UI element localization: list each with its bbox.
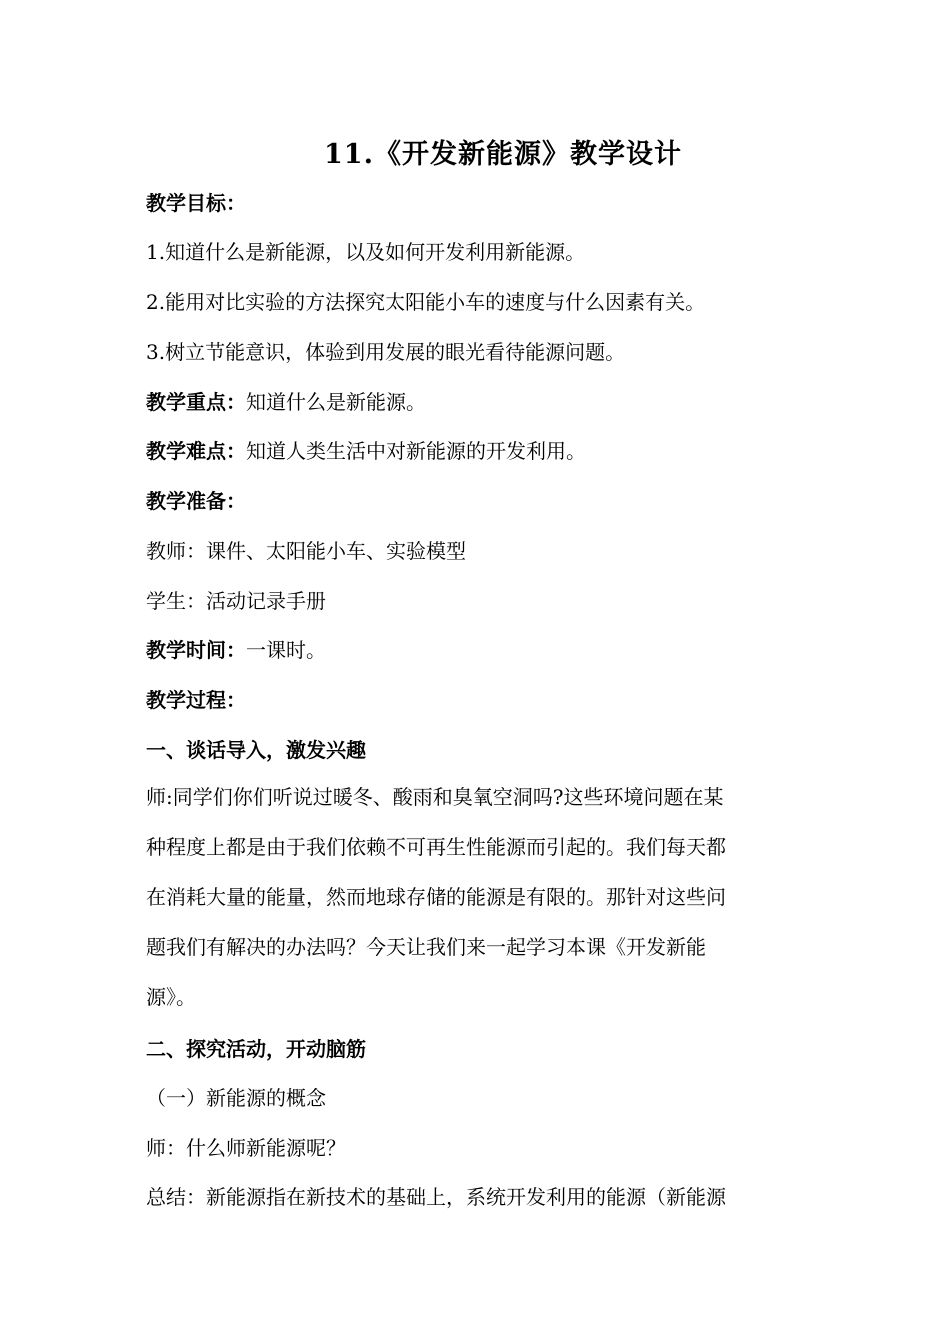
time-text: 一课时。 bbox=[246, 638, 326, 662]
objectives-heading: 教学目标： bbox=[146, 191, 246, 215]
objective-3: 3.树立节能意识，体验到用发展的眼光看待能源问题。 bbox=[146, 340, 626, 364]
prep-heading: 教学准备： bbox=[146, 489, 246, 513]
paragraph-line: 源》。 bbox=[146, 985, 196, 1009]
paragraph-line: 师:同学们你们听说过暖冬、酸雨和臭氧空洞吗?这些环境问题在某 bbox=[146, 785, 724, 809]
objective-1: 1.知道什么是新能源，以及如何开发利用新能源。 bbox=[146, 240, 586, 264]
student-prep: 学生：活动记录手册 bbox=[146, 589, 326, 613]
section2-heading: 二、探究活动，开动脑筋 bbox=[146, 1037, 366, 1061]
process-heading: 教学过程： bbox=[146, 688, 246, 712]
section1-paragraph bbox=[146, 772, 808, 1022]
teaching-time bbox=[146, 636, 816, 664]
teacher-prep: 教师：课件、太阳能小车、实验模型 bbox=[146, 539, 466, 563]
section1-heading: 一、谈话导入，激发兴趣 bbox=[146, 738, 366, 762]
paragraph-line: 在消耗大量的能量，然而地球存储的能源是有限的。那针对这些问 bbox=[146, 885, 726, 909]
key-point bbox=[146, 388, 816, 416]
teacher-question: 师：什么师新能源呢？ bbox=[146, 1136, 346, 1160]
page-title: 11.《开发新能源》教学设计 bbox=[324, 139, 682, 170]
time-label: 教学时间： bbox=[146, 638, 246, 662]
key-point-text: 知道什么是新能源。 bbox=[246, 390, 426, 414]
difficulty-label: 教学难点： bbox=[146, 439, 246, 463]
paragraph-line: 题我们有解决的办法吗？今天让我们来一起学习本课《开发新能 bbox=[146, 935, 706, 959]
key-point-label: 教学重点： bbox=[146, 390, 246, 414]
subsection-1: （一）新能源的概念 bbox=[146, 1086, 326, 1110]
difficulty bbox=[146, 437, 816, 465]
objective-2: 2.能用对比实验的方法探究太阳能小车的速度与什么因素有关。 bbox=[146, 290, 706, 314]
paragraph-line: 种程度上都是由于我们依赖不可再生性能源而引起的。我们每天都 bbox=[146, 835, 726, 859]
difficulty-text: 知道人类生活中对新能源的开发利用。 bbox=[246, 439, 586, 463]
summary-line: 总结：新能源指在新技术的基础上，系统开发利用的能源（新能源 bbox=[146, 1185, 726, 1209]
